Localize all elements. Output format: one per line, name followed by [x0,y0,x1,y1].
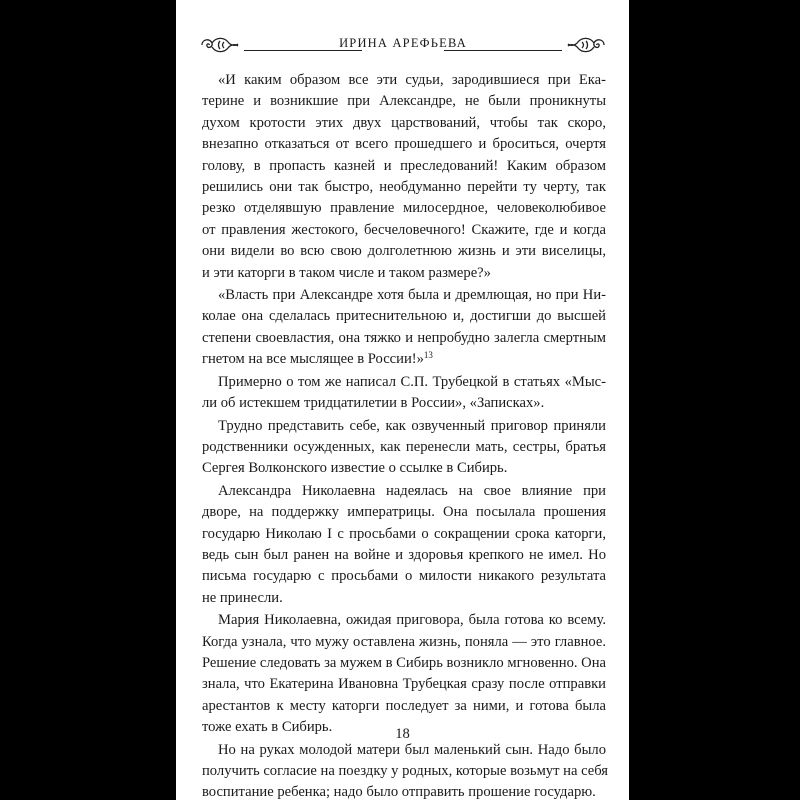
text-line: духом кротости этих двух царствований, чтобы так скоро, [202,114,606,131]
text-line: Решение следовать за мужем в Сибирь возникло мгновенно. Она [202,654,606,671]
body-text [202,70,606,800]
text-line: государю Николаю I с просьбами о сокращении срока каторги, [202,525,606,542]
text-line: Александра Николаевна надеялась на свое влияние при [218,482,606,499]
header-rule-right [444,50,562,51]
text-line: Но на руках молодой матери был маленький сын. Надо было [218,741,606,758]
text-line: гнетом на все мыслящее в России!»$^{13}$ [202,350,433,368]
text-line: Примерно о том же написал С.П. Трубецкой в статьях «Мыс- [218,373,606,390]
text-line: внезапно отказаться от всего прошедшего и броситься, очертя [202,136,606,153]
paragraph [202,610,606,738]
text-line: от правления жестокого, бесчеловечного! Скажите, где и когда [202,221,606,238]
text-line: Когда узнала, что мужу оставлена жизнь, поняла — это главное. [202,633,606,650]
text-line: арестантов к месту каторги последует за ними, и готова была [202,697,606,714]
text-line: не принесли. [202,589,283,606]
text-line: Мария Николаевна, ожидая приговора, была готова ко всему. [218,612,606,629]
text-line: воспитание ребенка; надо было отправить прошение государю. [202,784,596,800]
paragraph [202,372,606,415]
scroll-ornament-icon [564,34,608,56]
text-line: дворе, на поддержку императрицы. Она посылала прошения [202,504,606,521]
footnote-marker: 13 [423,350,433,361]
running-head [198,34,608,60]
text-line: получить согласие на поездку у родных, которые возьмут на себя [202,763,608,779]
text-line: степени своевластия, она тяжко и непробудно залегла смертным [202,329,606,346]
text-line: ведь сын был ранен на войне и здоровья крепкого не имел. Но [202,546,606,563]
text-line: Сергея Волконского известие о ссылке в Сибирь. [202,460,508,477]
right-black-margin [629,0,800,800]
text-line: Трудно представить себе, как озвученный приговор приняли [218,417,606,434]
text-line: знала, что Екатерина Ивановна Трубецкая сразу после отправки [202,676,606,693]
paragraph [202,416,606,480]
text-line: они видели во всю свою долголетнюю жизнь и эти виселицы, [202,243,606,260]
text-line: ли об истекшем тридцатилетии в России», «Записках». [202,395,545,412]
text-line: «Власть при Александре хотя была и дремлющая, но при Ни- [218,287,606,304]
text-line: письма государю с просьбами о милости никакого результата [202,568,606,585]
text-line: голову, в пропасть казней и преследований! Каким образом [202,157,606,174]
paragraph [202,740,606,800]
text-line: терине и возникшие при Александре, не были проникнуты [202,93,606,110]
text-line: колае она сделалась притеснительною и, достигши до высшей [202,308,606,325]
text-line: резко отделявшую правление милосердное, человеколюбивое [202,200,606,217]
text-line: и эти каторги в таком числе и таком размере?» [202,264,491,281]
book-page [176,0,629,800]
text-line: решились они так быстро, необдуманно перейти ту черту, так [202,179,606,196]
paragraph [202,481,606,609]
page-number: 18 [395,726,410,742]
left-black-margin [0,0,176,800]
paragraph [202,70,606,284]
text-line: родственники осужденных, как перенесли мать, сестры, братья [202,438,606,455]
paragraph [202,285,606,371]
running-title: ИРИНА АРЕФЬЕВА [339,36,467,50]
text-line: «И каким образом все эти судьи, зародившиеся при Ека- [218,72,606,88]
text-line: тоже ехать в Сибирь. [202,719,333,736]
